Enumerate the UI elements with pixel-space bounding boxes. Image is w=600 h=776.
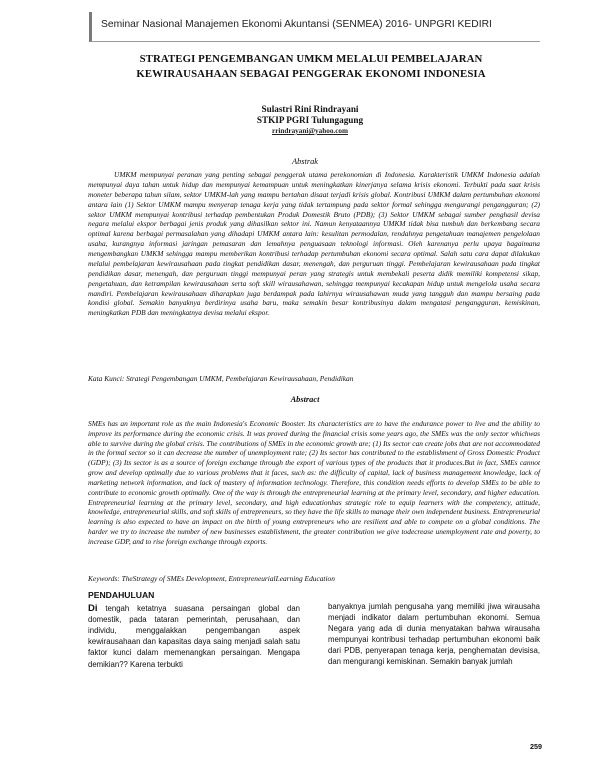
- abstract-text: SMEs has an important role as the main Indonesia's Economic Booster. Its characteristics are to have the endurance power to live and the ability to improve its performance during the economic crisis. It was proved during the financial crisis some years ago, the SMEs was the only sector whichwas able to survive during the global crisis. The contributions of SMEs in the economic growth are; (1) Its sector can create jobs that are not accommodated in the formal sector so it can decrease the number of unemployment rate; (2) Its sector has contributed to the establishment of Gross Domestic Product (GDP); (3) Its sector is as a source of foreign exchange through the export of various types of the products that it produces.But in fact, SMEs cannot grow and develop optimally due to various problems that it faces, such as: the difficulty of capital, lack of business management knowledge, lack of marketing network information, and lack of mastery of information technology. Therefore, this condition needs efforts to develop SMEs to be able to contribute to economic growth optimally. One of the way is through the entrepreneurial learning at the primary level, secondary, and higher education. Entrepreneurial learning at the primary level, secondary, and high educationhas strategic role to equip learners with the competency, attitude, knowledge, entrepreneurial skills, and soft skills of entrepreneurs, so they have the life skills to manage their own independent business. Entrepreneurial learning is also expected to have an impact on the birth of young entrepreneurs who are resilient and able to compete on a global conditions. The harder we try to increase the number of new businesses establishment, the greater contribution we give todecrease unemployment rate and poverty, to increase GDP, and to rise foreign exchange through exports.: [88, 419, 540, 546]
- title-line-1: STRATEGI PENGEMBANGAN UMKM MELALUI PEMBELAJARAN: [139, 53, 483, 65]
- paper-title: [80, 52, 542, 82]
- author-block: [90, 104, 530, 137]
- abstract-keywords: Keywords: TheStrategy of SMEs Development, EntrepreneurialLearning Education: [88, 574, 335, 583]
- running-header: [89, 12, 540, 42]
- abstract-heading: Abstract: [290, 395, 320, 404]
- intro-left-text: tengah ketatnya suasana persaingan global dan domestik, pada tataran pemerintah, perusahaan, dan individu, menggalakkan pengembangan aspek kewirausahaan dan kapasitas daya saing menjadi salah satu faktor kunci dalam memenangkan persaingan. Mengapa demikian?? Karena terbukti: [88, 604, 300, 669]
- abstrak-keywords: Kata Kunci: Strategi Pengembangan UMKM, Pembelajaran Kewirausahaan, Pendidikan: [88, 374, 354, 383]
- running-title: Seminar Nasional Manajemen Ekonomi Akuntansi (SENMEA) 2016- UNPGRI KEDIRI: [101, 19, 492, 30]
- author-email[interactable]: rrindrayani@yahoo.com: [272, 127, 348, 135]
- intro-right-column: [328, 601, 540, 668]
- intro-left-column: [88, 590, 300, 670]
- abstrak-text: UMKM mempunyai peranan yang penting sebagai penggerak utama perekonomian di Indonesia. Karakteristik UMKM Indonesia adalah mempunyai daya tahan untuk hidup dan mempunyai kemampuan untuk meningkatkan kinerjanya selama krisis ekonomi. Terbukti pada saat krisis moneter beberapa tahun silam, sektor UMKM-lah yang mampu bertahan disaat terjadi krisis global. Kontribusi UMKM dalam pertumbuhan ekonomi antara lain (1) Sektor UMKM mampu menyerap tenaga kerja yang tidak tertampung pada sektor formal sehingga mengurangi pengangguran; (2) sektor UMKM mempunyai kontribusi terhadap pembentukan Produk Domestik Bruto (PDB); (3) Sektor UMKM sebagai sumber penghasil devisa negara melalui ekspor berbagai jenis produk yang dihasilkan sektor ini. Namun kenyataannya UMKM tidak bisa tumbuh dan berkembang secara optimal karena berbagai permasalahan yang dihadapi UMKM antara lain: kesulitan permodalan, rendahnya pengetahuan manajemen pengelolaan usaha, kurangnya informasi jaringan pemasaran dan lemahnya penguasaan teknologi informasi. Oleh karenanya perlu upaya bagaimana mengembangkan UMKM sehingga mampu memberikan kontribusi terhadap pertumbuhan ekonomi secara optimal. Salah satu cara dapat dilakukan melalui pembelajaran kewirausahaan pada tingkat pendidikan dasar, menengah, dan perguruan tinggi. Pembelajaran kewirausahaan pada tingkat pendidikan dasar, menengah, dan perguruan tinggi mempunyai peran yang strategis untuk membekali peserta didik memiliki kompetensi sikap, pengetahuan, dan ketrampilan kewirausahaan serta soft skill wirausahawan, sehingga mempunyai kecakapan hidup untuk mengelola usaha secara mandiri. Pembelajaran kewirausahaan diharapkan juga berdampak pada lahirnya wirausahawan muda yang tangguh dan mampu bersaing pada kondisi global. Semakin banyaknya berdirinya usaha baru, maka semakin besar kontribusinya dalam mengatasi pengangguran, kemiskinan, meningkatkan PDB dan meningkatnya devisa melalui ekspor.: [88, 170, 540, 318]
- intro-dropcap: Di: [88, 603, 98, 615]
- page-number: 259: [530, 742, 542, 751]
- author-name: Sulastri Rini Rindrayani: [261, 104, 359, 114]
- intro-right-text: banyaknya jumlah pengusaha yang memiliki jiwa wirausaha menjadi indikator dalam pertumbuhan ekonomi. Semua Negara yang ada di dunia menyatakan bahwa wirausaha mempunyai kontribusi terhadap pertumbuhan ekonomi baik dari PDB, penyerapan tenaga kerja, penghematan devisisa, dan mengurangi kemiskinan. Semakin banyak jumlah: [328, 602, 540, 667]
- author-affiliation: STKIP PGRI Tulungagung: [256, 115, 364, 125]
- title-line-2: KEWIRAUSAHAAN SEBAGAI PENGGERAK EKONOMI INDONESIA: [136, 68, 486, 80]
- intro-heading: PENDAHULUAN: [88, 590, 155, 600]
- abstrak-heading: Abstrak: [291, 157, 319, 166]
